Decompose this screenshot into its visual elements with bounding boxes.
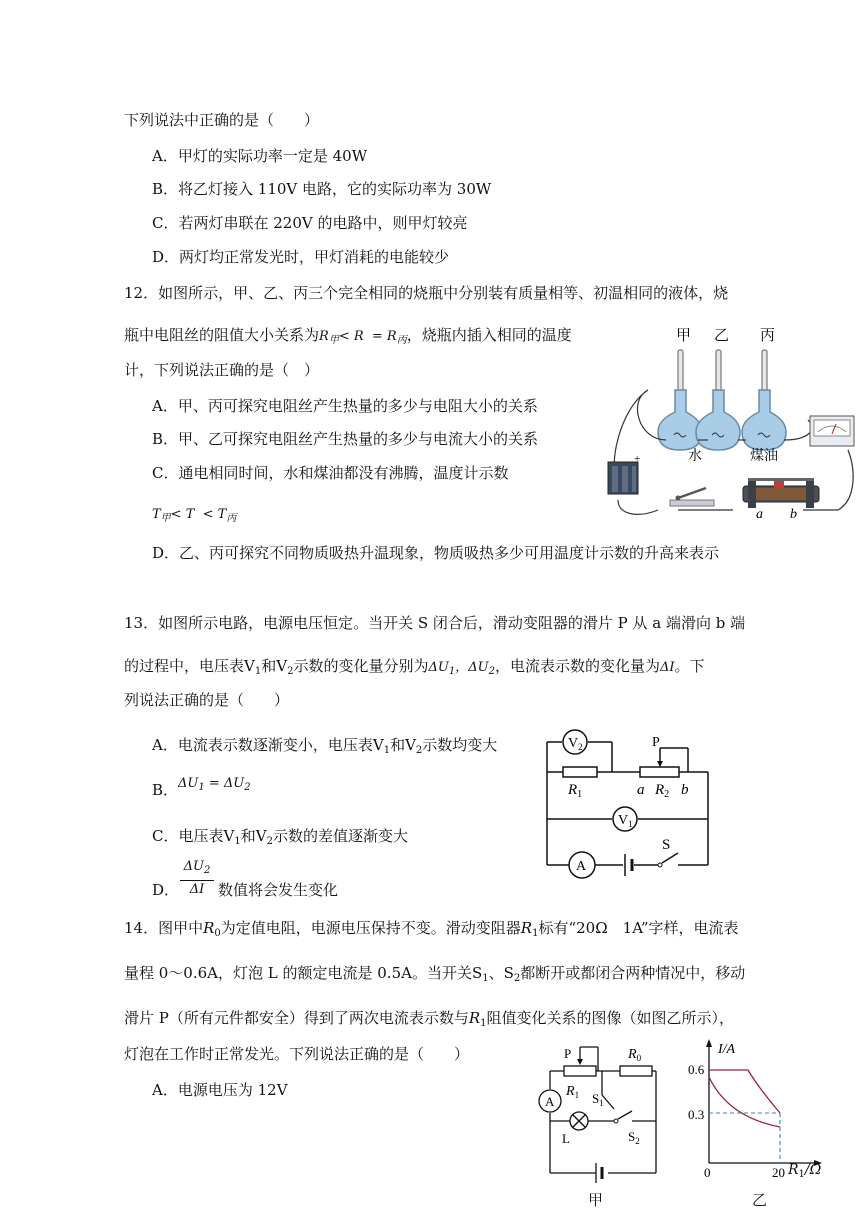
- q14-circuit-diagram: [536, 1043, 661, 1213]
- lamp-icon: [570, 1112, 588, 1130]
- q12-option-d: D．乙、丙可探究不同物质吸热升温现象，物质吸热多少可用温度计示数的升高来表示: [152, 544, 720, 562]
- q11-option-a: A．甲灯的实际功率一定是 40W: [152, 147, 368, 165]
- q14-line2-pre: 量程 0～0.6A，灯泡 L 的额定电流是 0.5A。当开关: [124, 964, 472, 982]
- q13-line2-b: 和: [261, 657, 277, 675]
- q13-option-d-fraction: $\Delta U_2$ ΔI: [180, 858, 214, 899]
- switch-s1-lever: [602, 1095, 614, 1109]
- q14-line2-mid: 、: [488, 964, 504, 982]
- switch-label: S: [662, 837, 671, 853]
- q13-option-c: [152, 826, 408, 852]
- rheostat-a-label: a: [756, 507, 763, 522]
- fig-label-jia: 甲: [588, 1191, 604, 1209]
- ammeter-icon: [810, 416, 854, 446]
- graph-ylabel: I/A: [718, 1042, 736, 1057]
- q14-line3-post: 阻值变化关系的图像（如图乙所示），: [486, 1009, 735, 1027]
- q14-r0-rect: [620, 1066, 652, 1076]
- voltmeter-v1-label: $V_1$: [618, 813, 633, 829]
- q11-option-c: C．若两灯串联在 220V 的电路中，则甲灯较亮: [152, 214, 468, 232]
- q13-option-d-post: 数值将会发生变化: [218, 881, 339, 899]
- graph-xlabel-unit: /Ω: [804, 1162, 822, 1178]
- s1-symbol: $S_1$: [471, 964, 489, 984]
- q14-graph: [688, 1037, 838, 1180]
- q14-option-a: A．电源电压为 12V: [152, 1081, 288, 1099]
- x-tick-20: 20: [772, 1165, 785, 1180]
- q13-option-b: [152, 776, 251, 806]
- q13-line2-e: 。下: [674, 657, 705, 675]
- q14-r0-label: $R_0$: [628, 1047, 642, 1063]
- q12-stem-line2-post: ，烧瓶内插入相同的温度: [406, 326, 572, 344]
- q13-option-a-post: 示数均变大: [422, 736, 498, 754]
- q14-line1-mid: 为定值电阻，电源电压保持不变。滑动变阻器: [220, 919, 521, 937]
- q14-stem-line1: [124, 918, 739, 944]
- r2-label: $R_2$: [655, 782, 670, 800]
- s2-symbol: $S_2$: [503, 964, 521, 984]
- s1-label: $S_1$: [592, 1091, 604, 1108]
- y-tick-0.6: 0.6: [688, 1062, 705, 1077]
- q14-line2-post: 都断开或都闭合两种情况中，移动: [520, 964, 746, 982]
- s2-label: $S_2$: [628, 1129, 640, 1146]
- switch-terminal: [658, 863, 662, 867]
- q14-line1-pre: 14．图甲中: [124, 919, 204, 937]
- v1-symbol: $V_1$: [244, 657, 262, 677]
- r1-symbol: $R_1$: [468, 1009, 487, 1029]
- q13-option-b-label: B．: [152, 781, 179, 799]
- fig-label-yi: 乙: [752, 1191, 768, 1209]
- q14-r1-label: $R_1$: [566, 1084, 580, 1100]
- dashed-guides: [709, 1070, 780, 1163]
- flask-group: [658, 390, 786, 450]
- oil-label: 煤油: [750, 449, 778, 464]
- q14-stem-line4: 灯泡在工作时正常发光。下列说法正确的是（ ）: [124, 1045, 470, 1063]
- q13-option-b-formula: $\Delta U_1 = \Delta U_2$: [178, 776, 251, 793]
- rheostat-r2: [640, 767, 679, 777]
- delta-i: ΔI: [659, 660, 675, 675]
- q13-option-a-pre: A．电流表示数逐渐变小，电压表: [152, 736, 373, 754]
- flask-label-bing: 丙: [760, 328, 776, 344]
- v1-symbol: $V_1$: [223, 827, 241, 847]
- battery-icon: [608, 462, 638, 494]
- v2-symbol: $V_2$: [276, 657, 294, 677]
- q12-stem-line2: [124, 325, 572, 351]
- q13-option-d-label: D．: [152, 881, 180, 899]
- q13-line2-a: 的过程中，电压表: [124, 657, 245, 675]
- q12-figure-flask-apparatus: [598, 320, 858, 520]
- q12-stem-line1: 12．如图所示，甲、乙、丙三个完全相同的烧瓶中分别装有质量相等、初温相同的液体，烧: [124, 284, 729, 302]
- voltmeter-v2-label: $V_2$: [568, 736, 583, 752]
- battery-plus: +: [634, 453, 641, 465]
- q14-stem-line2: [124, 963, 745, 989]
- q13-option-c-pre: C．电压表: [152, 827, 224, 845]
- switch-s2-lever: [618, 1111, 632, 1119]
- resistor-r1: [563, 767, 597, 777]
- flask-label-jia: 甲: [676, 328, 692, 344]
- q12-stem-line3: 计，下列说法正确的是（ ）: [124, 361, 320, 379]
- curve-upper: [709, 1070, 780, 1113]
- q13-stem-line1: 13．如图所示电路，电源电压恒定。当开关 S 闭合后，滑动变阻器的滑片 P 从 a 端滑向 b 端: [124, 614, 746, 632]
- q14-slider-p: P: [564, 1046, 572, 1061]
- q11-option-b: B．将乙灯接入 110V 电路，它的实际功率为 30W: [152, 180, 492, 198]
- y-axis-arrow: [706, 1039, 712, 1047]
- q14-r1-rect: [564, 1066, 596, 1076]
- rheostat-b-label: b: [790, 507, 797, 522]
- q14-line1-post: 标有“20Ω 1A”字样，电流表: [538, 919, 739, 937]
- q13-line2-d: ，电流表示数的变化量为: [494, 657, 660, 675]
- q12-option-a: A．甲、丙可探究电阻丝产生热量的多少与电阻大小的关系: [152, 397, 538, 415]
- q13-stem-line3: 列说法正确的是（ ）: [124, 691, 290, 709]
- q13-option-c-post: 示数的差值逐渐变大: [272, 827, 408, 845]
- q13-stem-line2: [124, 656, 705, 682]
- water-label: 水: [688, 449, 702, 464]
- graph-xlabel: $R_1/\Omega$: [788, 1162, 822, 1180]
- rheostat-icon: [743, 478, 819, 508]
- x-tick-0: 0: [704, 1165, 711, 1180]
- q14-ammeter-label: A: [545, 1094, 555, 1109]
- q13-line2-c: 示数的变化量分别为: [293, 657, 429, 675]
- q12-temperature-relation: $T_甲< T < T_丙$: [152, 507, 237, 524]
- terminal-a-label: a: [637, 782, 645, 798]
- q12-stem-line2-pre: 瓶中电阻丝的阻值大小关系为: [124, 326, 320, 344]
- r1-label: $R_1$: [568, 782, 583, 800]
- flask-label-yi: 乙: [714, 328, 730, 344]
- y-tick-0.3: 0.3: [688, 1107, 705, 1122]
- q12-option-c: C．通电相同时间，水和煤油都没有沸腾，温度计示数: [152, 464, 509, 482]
- slider-p-label: P: [652, 735, 660, 750]
- q14-line3-pre: 滑片 P（所有元件都安全）得到了两次电流表示数与: [124, 1009, 469, 1027]
- graph-xlabel-r: R: [788, 1162, 799, 1178]
- switch-s2-terminal: [614, 1119, 618, 1123]
- v1-symbol: $V_1$: [372, 736, 391, 756]
- q14-stem-line3: [124, 1008, 734, 1034]
- q13-option-c-mid: 和: [240, 827, 256, 845]
- q13-circuit-diagram: [538, 730, 713, 878]
- q11-stem-tail: 下列说法中正确的是（ ）: [124, 111, 320, 129]
- terminal-b-label: b: [681, 782, 689, 798]
- lamp-label: L: [562, 1131, 570, 1146]
- q12-resistance-relation: $R_甲< R = R_丙$: [319, 329, 407, 346]
- q13-option-a-mid: 和: [390, 736, 406, 754]
- q13-option-a: [152, 735, 497, 761]
- ammeter-label: A: [576, 859, 587, 874]
- q11-option-d: D．两灯均正常发光时，甲灯消耗的电能较少: [152, 248, 450, 266]
- r1-symbol: $R_1$: [520, 919, 539, 939]
- curve-lower: [709, 1077, 780, 1127]
- switch-icon: [670, 488, 714, 506]
- v2-symbol: $V_2$: [405, 736, 423, 756]
- r0-symbol: $R_0$: [203, 919, 221, 939]
- switch-lever: [662, 853, 678, 863]
- v2-symbol: $V_2$: [255, 827, 273, 847]
- q12-option-b: B．甲、乙可探究电阻丝产生热量的多少与电流大小的关系: [152, 430, 539, 448]
- delta-u1-u2: $\Delta U_1$，$\Delta U_2$: [428, 660, 495, 677]
